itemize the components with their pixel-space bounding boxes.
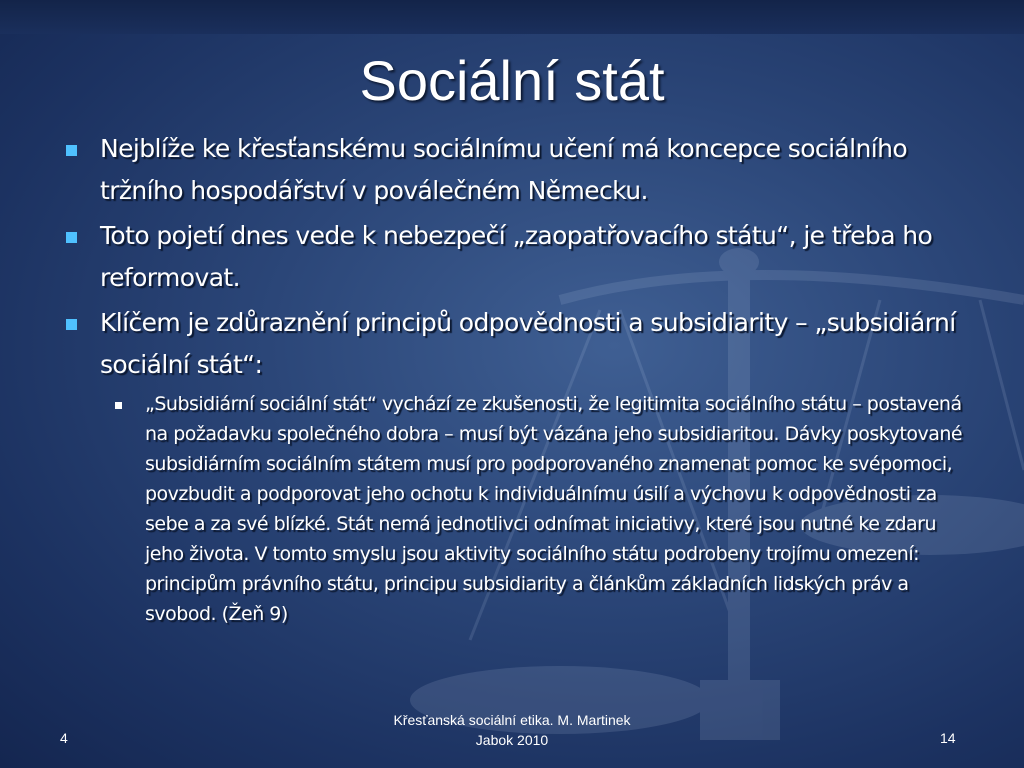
bullet-item <box>60 215 970 299</box>
footer-year-line: Jabok 2010 <box>475 732 549 748</box>
bullet-text: Nejblíže ke křesťanskému sociálnímu učení má koncepce sociálního tržního hospodářství v poválečném Německu. <box>100 134 908 205</box>
bullet-text: Klíčem je zdůraznění principů odpovědnosti a subsidiarity – „subsidiární sociální stát“: <box>100 308 956 379</box>
sub-bullet-item <box>60 389 970 629</box>
sub-bullet-text: „Subsidiární sociální stát“ vychází ze zkušenosti, že legitimita sociálního státu – postavená na požadavku společného dobra – musí být vázána jeho subsidiaritou. Dávky poskytované subsidiárním sociálním státem musí pro podporovaného znamenat pomoc ke svépomoci, povzbudit a podporovat jeho ochotu k individuálnímu úsilí a výchovu k odpovědnosti za sebe a za své blízké. Stát nemá jednotlivci odnímat iniciativy, které jsou nutné ke zdaru jeho života. V tomto smyslu jsou aktivity sociálního státu podrobeny trojímu omezení: principům právního státu, principu subsidiarity a článkům základních lidských práv a svobod. (Žeň 9) <box>145 393 963 625</box>
square-bullet-icon <box>66 232 77 243</box>
square-bullet-icon <box>66 319 77 330</box>
bullet-item <box>60 128 970 212</box>
slide-title: Sociální stát <box>359 49 665 112</box>
square-bullet-icon <box>66 145 77 156</box>
footer-course-line: Křesťanská sociální etika. M. Martinek <box>393 712 631 728</box>
bullet-item <box>60 302 970 386</box>
footer-page-number: 14 <box>940 730 956 746</box>
bullet-text: Toto pojetí dnes vede k nebezpečí „zaopatřovacího státu“, je třeba ho reformovat. <box>100 221 933 292</box>
square-sub-bullet-icon <box>115 402 122 409</box>
footer-slide-number-left: 4 <box>60 730 68 746</box>
slide-content <box>60 128 970 629</box>
footer-text <box>312 710 712 750</box>
top-band <box>0 0 1024 34</box>
